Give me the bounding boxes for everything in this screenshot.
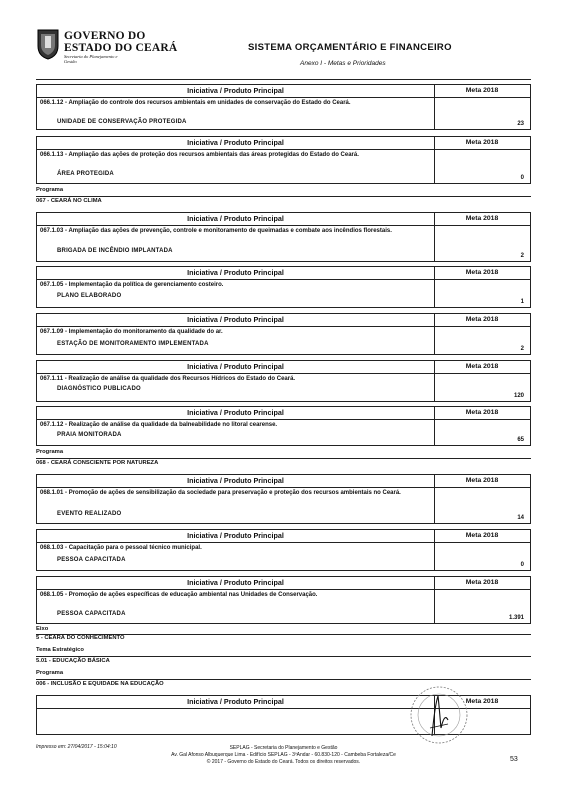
meta-column-header: Meta 2018 [465, 698, 499, 705]
block-header [37, 85, 530, 98]
initiative-column-header: Iniciativa / Produto Principal [37, 314, 435, 326]
initiative-column-header: Iniciativa / Produto Principal [37, 213, 435, 225]
meta-column-header: Meta 2018 [465, 363, 499, 370]
main-product: UNIDADE DE CONSERVAÇÃO PROTEGIDA [57, 119, 187, 125]
eixo-name: 5 - CEARÁ DO CONHECIMENTO [36, 635, 125, 641]
main-product: DIAGNÓSTICO PUBLICADO [57, 386, 141, 392]
initiative-column-header: Iniciativa / Produto Principal [37, 407, 435, 419]
initiative-block [36, 84, 531, 130]
system-title: SISTEMA ORÇAMENTÁRIO E FINANCEIRO [248, 42, 452, 53]
initiative-description: 068.1.03 - Capacitação para o pessoal técnico municipal. [40, 545, 202, 551]
meta-column-header: Meta 2018 [465, 215, 499, 222]
secretariat-name: Secretaria do Planejamento e Gestão [64, 54, 118, 64]
initiative-block [36, 212, 531, 262]
main-product: PESSOA CAPACITADA [57, 611, 126, 617]
block-header [37, 137, 530, 150]
meta-value: 1 [520, 299, 524, 305]
meta-value: 2 [520, 253, 524, 259]
program-name: 006 - INCLUSÃO E EQUIDADE NA EDUCAÇÃO [36, 681, 164, 687]
section-rule [36, 458, 531, 459]
main-product: PRAIA MONITORADA [57, 432, 122, 438]
government-title-line2: ESTADO DO CEARÁ [64, 42, 178, 54]
program-label: Programa [36, 449, 64, 455]
meta-column-header: Meta 2018 [465, 316, 499, 323]
meta-value: 23 [517, 121, 524, 127]
program-label: Programa [36, 670, 64, 676]
main-product: PLANO ELABORADO [57, 293, 122, 299]
initiative-block [36, 406, 531, 446]
initiative-column-header: Iniciativa / Produto Principal [37, 530, 435, 542]
meta-column-header: Meta 2018 [465, 477, 499, 484]
initiative-column-header: Iniciativa / Produto Principal [37, 361, 435, 373]
approval-stamp-signature [408, 684, 470, 746]
initiative-column-header: Iniciativa / Produto Principal [37, 137, 435, 149]
initiative-block [36, 474, 531, 524]
meta-column-header: Meta 2018 [465, 269, 499, 276]
initiative-description: 067.1.03 - Ampliação das ações de prevenção, controle e monitoramento de queimadas e combate aos incêndios florestais. [40, 228, 392, 234]
meta-column-header: Meta 2018 [465, 409, 499, 416]
block-header [37, 213, 530, 226]
initiative-column-header: Iniciativa / Produto Principal [37, 696, 435, 708]
annex-subtitle: Anexo I - Metas e Prioridades [300, 60, 386, 67]
program-name: 067 - CEARÁ NO CLIMA [36, 198, 102, 204]
block-header [37, 407, 530, 420]
main-product: PESSOA CAPACITADA [57, 557, 126, 563]
meta-column-header: Meta 2018 [465, 139, 499, 146]
block-header [37, 577, 530, 590]
meta-value: 14 [517, 515, 524, 521]
initiative-block [36, 313, 531, 355]
block-header [37, 475, 530, 488]
initiative-block [36, 529, 531, 571]
program-label: Programa [36, 187, 64, 193]
initiative-description: 068.1.01 - Promoção de ações de sensibilização da sociedade para preservação e proteção dos recursos ambientais no Ceará. [40, 490, 401, 496]
footer-address: Av. Gal Afonso Albuquerque Lima - Edifício SEPLAG - 3ºAndar - 60.830-120 - Cambeba Fortaleza/Ce [171, 752, 396, 758]
section-rule [36, 196, 531, 197]
meta-column-header: Meta 2018 [465, 579, 499, 586]
meta-value: 2 [520, 346, 524, 352]
footer-org: SEPLAG - Secretaria do Planejamento e Gestão [229, 745, 338, 751]
block-header [37, 267, 530, 280]
meta-value: 65 [517, 437, 524, 443]
initiative-block [36, 136, 531, 184]
government-title-line1: GOVERNO DO [64, 30, 146, 42]
meta-column-header: Meta 2018 [465, 532, 499, 539]
initiative-block [36, 576, 531, 624]
initiative-column-header: Iniciativa / Produto Principal [37, 577, 435, 589]
block-header [37, 530, 530, 543]
initiative-block [36, 266, 531, 308]
main-product: BRIGADA DE INCÊNDIO IMPLANTADA [57, 248, 173, 254]
main-product: ÁREA PROTEGIDA [57, 171, 114, 177]
program-name: 068 - CEARÁ CONSCIENTE POR NATUREZA [36, 460, 159, 466]
strategic-theme-label: Tema Estratégico [36, 647, 84, 653]
initiative-description: 067.1.11 - Realização de análise da qualidade dos Recursos Hídricos do Estado do Ceará. [40, 376, 296, 382]
state-coat-of-arms-icon [36, 28, 60, 60]
page-number: 53 [510, 756, 518, 763]
block-header [37, 314, 530, 327]
footer-copyright: © 2017 - Governo do Estado do Ceará. Todos os direitos reservados. [206, 759, 361, 765]
eixo-label: Eixo [36, 626, 49, 632]
initiative-description: 068.1.05 - Promoção de ações específicas de educação ambiental nas Unidades de Conservação. [40, 592, 318, 598]
meta-value: 1.391 [508, 615, 524, 621]
main-product: EVENTO REALIZADO [57, 511, 122, 517]
initiative-description: 067.1.09 - Implementação do monitoramento da qualidade do ar. [40, 329, 223, 335]
section-rule [36, 679, 531, 680]
initiative-column-header: Iniciativa / Produto Principal [37, 85, 435, 97]
printed-timestamp: Impresso em: 27/04/2017 - 15:04:10 [36, 744, 117, 750]
main-product: ESTAÇÃO DE MONITORAMENTO IMPLEMENTADA [57, 341, 209, 347]
section-rule [36, 656, 531, 657]
section-rule [36, 79, 531, 80]
initiative-column-header: Iniciativa / Produto Principal [37, 267, 435, 279]
strategic-theme-name: 5.01 - EDUCAÇÃO BÁSICA [36, 658, 110, 664]
initiative-description: 066.1.13 - Ampliação das ações de proteção dos recursos ambientais das áreas protegidas do Estado do Ceará. [40, 152, 359, 158]
initiative-description: 067.1.05 - Implementação da política de gerenciamento costeiro. [40, 282, 224, 288]
block-header [37, 361, 530, 374]
initiative-description: 066.1.12 - Ampliação do controle dos recursos ambientais em unidades de conservação do Estado do Ceará. [40, 100, 351, 106]
initiative-column-header: Iniciativa / Produto Principal [37, 475, 435, 487]
meta-value: 0 [520, 175, 524, 181]
meta-column-header: Meta 2018 [465, 87, 499, 94]
meta-value: 120 [513, 393, 524, 399]
initiative-block [36, 360, 531, 402]
meta-value: 0 [520, 562, 524, 568]
initiative-description: 067.1.12 - Realização de análise da qualidade da balneabilidade no litoral cearense. [40, 422, 278, 428]
